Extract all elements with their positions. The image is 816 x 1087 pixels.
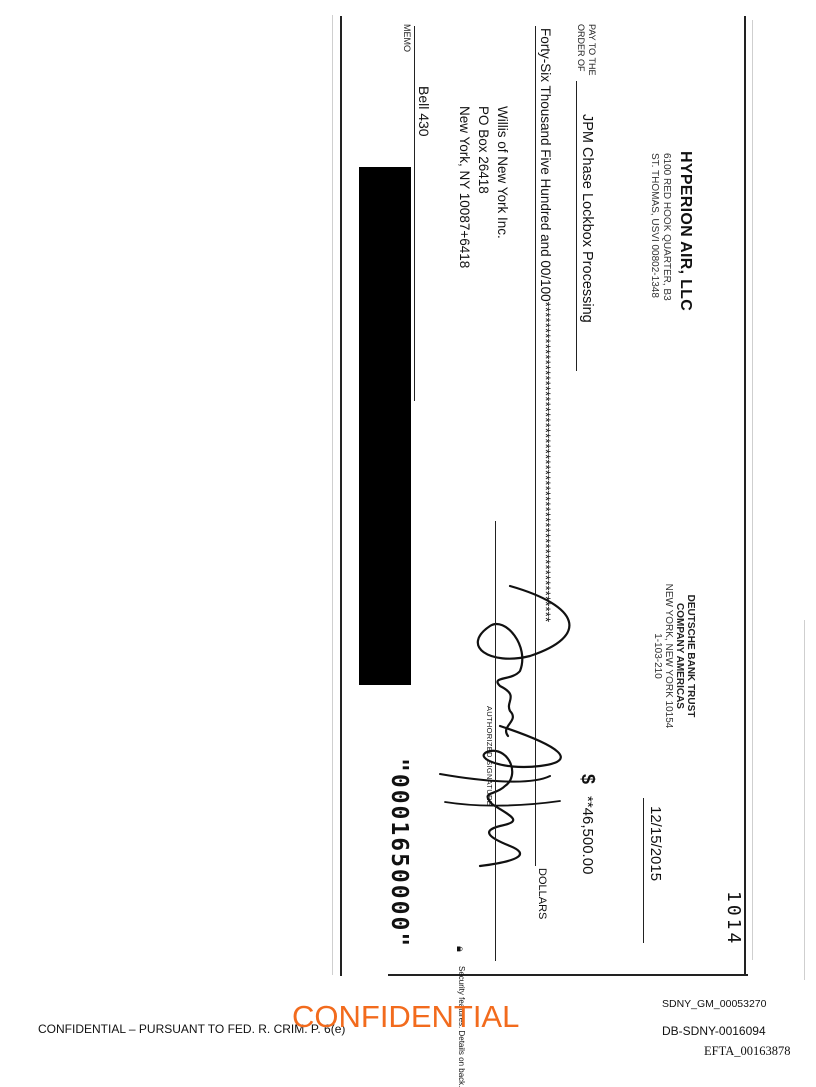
- payee-underline: [576, 81, 577, 371]
- confidential-notice: CONFIDENTIAL – PURSUANT TO FED. R. CRIM. P. 6(e): [38, 1022, 346, 1036]
- company-address-line1: 6100 RED HOOK QUARTER, B3: [661, 153, 672, 301]
- bates-number-1: SDNY_GM_00053270: [662, 998, 767, 1010]
- bates-number-3: EFTA_00163878: [704, 1044, 791, 1058]
- company-address-line2: ST. THOMAS, USVI 00802-1348: [649, 153, 660, 298]
- pay-to-label-line2: ORDER OF: [576, 24, 586, 72]
- scan-edge-right: [804, 620, 805, 980]
- company-name: HYPERION AIR, LLC: [677, 151, 694, 312]
- date-underline: [643, 798, 644, 943]
- bank-name-line1: DEUTSCHE BANK TRUST: [685, 594, 696, 718]
- pay-to-label: [575, 24, 597, 76]
- check-amount: **46,500.00: [579, 796, 596, 875]
- amount-in-words: Forty-Six Thousand Five Hundred and 00/100*************************************************************: [538, 28, 553, 623]
- security-features-note: Security features. Details on back.: [457, 966, 466, 1087]
- confidential-stamp: CONFIDENTIAL: [292, 999, 520, 1034]
- redaction-box: [359, 167, 411, 685]
- scan-edge-left: [332, 15, 333, 975]
- payee-name: JPM Chase Lockbox Processing: [579, 114, 595, 323]
- bank-city: NEW YORK, NEW YORK 10154: [663, 583, 674, 729]
- memo-underline: [414, 26, 415, 401]
- bank-block: [652, 556, 696, 756]
- signature-image: [420, 576, 620, 876]
- payee-address: [455, 106, 512, 268]
- check-top-border: [745, 16, 747, 976]
- payee-address-line2: PO Box 26418: [476, 106, 491, 194]
- scan-edge-inner: [752, 20, 753, 960]
- lock-icon: 🔒︎: [454, 946, 466, 952]
- micr-line: "0001650000": [386, 758, 412, 949]
- check-date: 12/15/2015: [647, 806, 664, 882]
- bank-routing: 1-103-210: [652, 633, 663, 679]
- check-bottom-border: [341, 16, 343, 976]
- dollars-label: DOLLARS: [536, 868, 548, 920]
- memo-value: Bell 430: [416, 86, 432, 137]
- payee-address-line1: Willis of New York Inc.: [495, 106, 510, 239]
- currency-symbol: $: [578, 774, 598, 785]
- bank-name-line2: COMPANY AMERICAS: [674, 603, 685, 709]
- bates-number-2: DB-SDNY-0016094: [662, 1024, 766, 1038]
- payee-address-line3: New York, NY 10087+6418: [457, 106, 472, 269]
- memo-label: MEMO: [402, 24, 412, 52]
- check-right-border: [388, 974, 748, 976]
- authorized-signature-label: AUTHORIZED SIGNATURE: [485, 706, 494, 807]
- check-number: 1014: [723, 891, 744, 947]
- pay-to-label-line1: PAY TO THE: [587, 24, 597, 76]
- signature-line: [495, 521, 496, 961]
